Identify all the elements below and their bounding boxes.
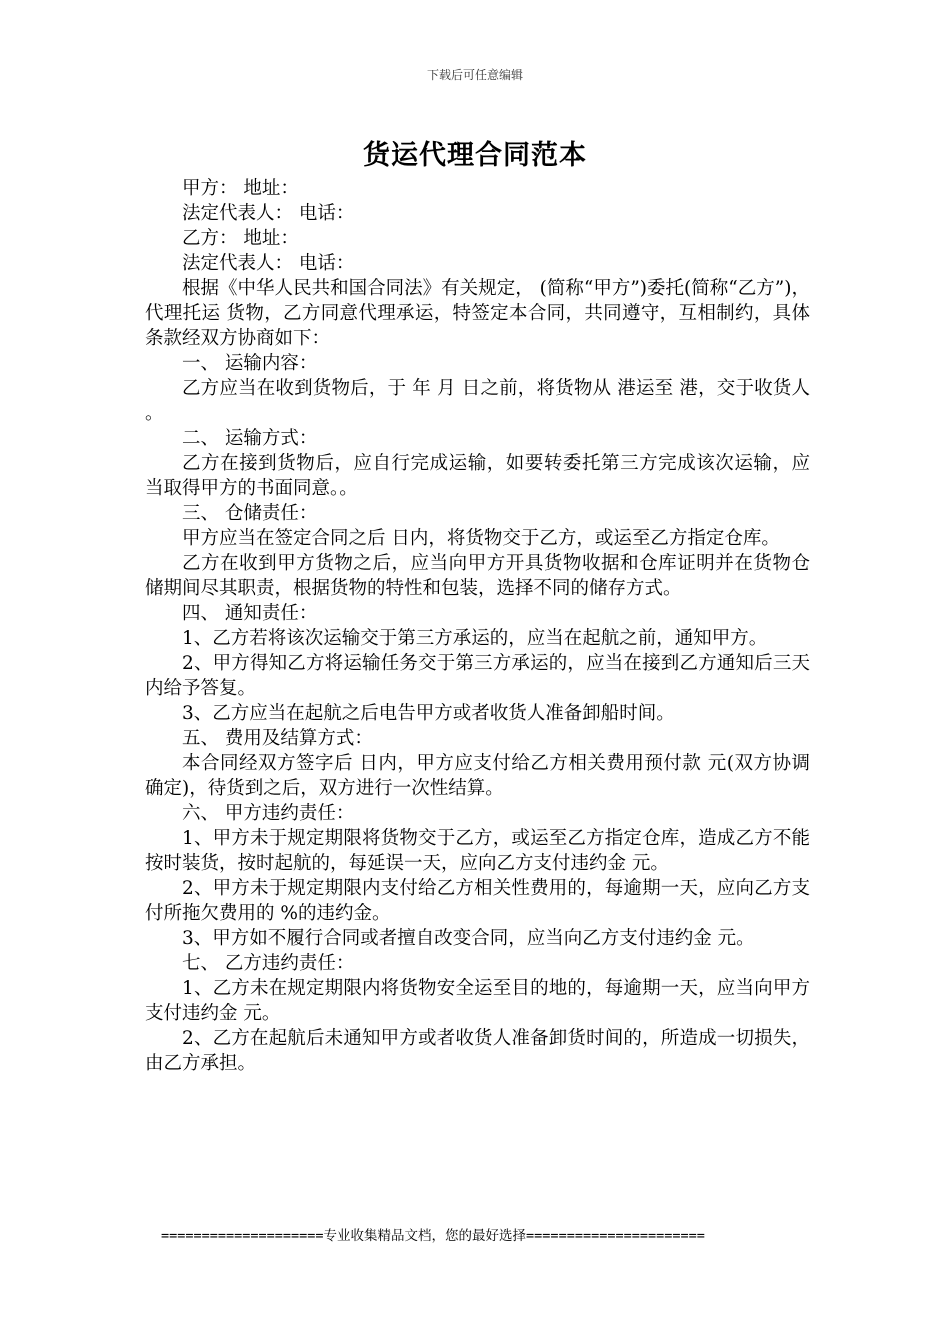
header-note: 下载后可任意编辑 xyxy=(426,68,523,82)
clause-7-2: 2、乙方在起航后未通知甲方或者收货人准备卸货时间的，所造成一切损失，由乙方承担。 xyxy=(145,1028,810,1074)
clause-4-2: 2、甲方得知乙方将运输任务交于第三方承运的，应当在接到乙方通知后三天内给予答复。 xyxy=(145,653,810,699)
party-b-representative: 法定代表人： 电话： xyxy=(182,253,355,274)
clause-4-1: 1、乙方若将该次运输交于第三方承运的，应当在起航之前，通知甲方。 xyxy=(182,628,768,649)
clause-6-2: 2、甲方未于规定期限内支付给乙方相关性费用的，每逾期一天，应向乙方支付所拖欠费用的 %的违约金。 xyxy=(145,878,810,924)
section-heading-5: 五、 费用及结算方式： xyxy=(182,728,373,749)
party-b-address: 乙方： 地址： xyxy=(182,228,299,249)
section-heading-1: 一、 运输内容： xyxy=(182,353,318,374)
section-heading-4: 四、 通知责任： xyxy=(182,603,318,624)
clause-6-3: 3、甲方如不履行合同或者擅自改变合同，应当向乙方支付违约金 元。 xyxy=(182,928,755,949)
document-title: 货运代理合同范本 xyxy=(363,140,587,171)
clause-1: 乙方应当在收到货物后，于 年 月 日之前，将货物从 港运至 港，交于收货人 。 xyxy=(145,378,810,424)
clause-4-3: 3、乙方应当在起航之后电告甲方或者收货人准备卸船时间。 xyxy=(182,703,675,724)
clause-3-2: 乙方在收到甲方货物之后，应当向甲方开具货物收据和仓库证明并在货物仓储期间尽其职责，根据货物的特性和包装，选择不同的储存方式。 xyxy=(145,553,810,599)
clause-3-1: 甲方应当在签定合同之后 日内，将货物交于乙方，或运至乙方指定仓库。 xyxy=(182,528,780,549)
section-heading-7: 七、 乙方违约责任： xyxy=(182,953,355,974)
clause-2: 乙方在接到货物后，应自行完成运输，如要转委托第三方完成该次运输，应当取得甲方的书面同意。。 xyxy=(145,453,810,499)
clause-7-1: 1、乙方未在规定期限内将货物安全运至目的地的，每逾期一天，应当向甲方支付违约金 元。 xyxy=(145,978,810,1024)
section-heading-3: 三、 仓储责任： xyxy=(182,503,318,524)
footer-text: ====================专业收集精品文档，您的最好选择====================== xyxy=(161,1228,705,1244)
clause-6-1: 1、甲方未于规定期限将货物交于乙方，或运至乙方指定仓库，造成乙方不能按时装货，按时起航的，每延误一天，应向乙方支付违约金 元。 xyxy=(145,828,810,874)
clause-5: 本合同经双方签字后 日内，甲方应支付给乙方相关费用预付款 元(双方协调确定)，待货到之后，双方进行一次性结算。 xyxy=(145,753,810,799)
footer-banner xyxy=(145,1226,810,1246)
party-a-address: 甲方： 地址： xyxy=(182,178,299,199)
party-a-representative: 法定代表人： 电话： xyxy=(182,203,355,224)
section-heading-2: 二、 运输方式： xyxy=(182,428,318,449)
contract-body xyxy=(145,176,810,1076)
section-heading-6: 六、 甲方违约责任： xyxy=(182,803,355,824)
preamble: 根据《中华人民共和国合同法》有关规定， (简称“甲方”)委托(简称“乙方”)，代理托运 货物，乙方同意代理承运，特签定本合同，共同遵守，互相制约，具体条款经双方协商如下： xyxy=(145,278,810,349)
